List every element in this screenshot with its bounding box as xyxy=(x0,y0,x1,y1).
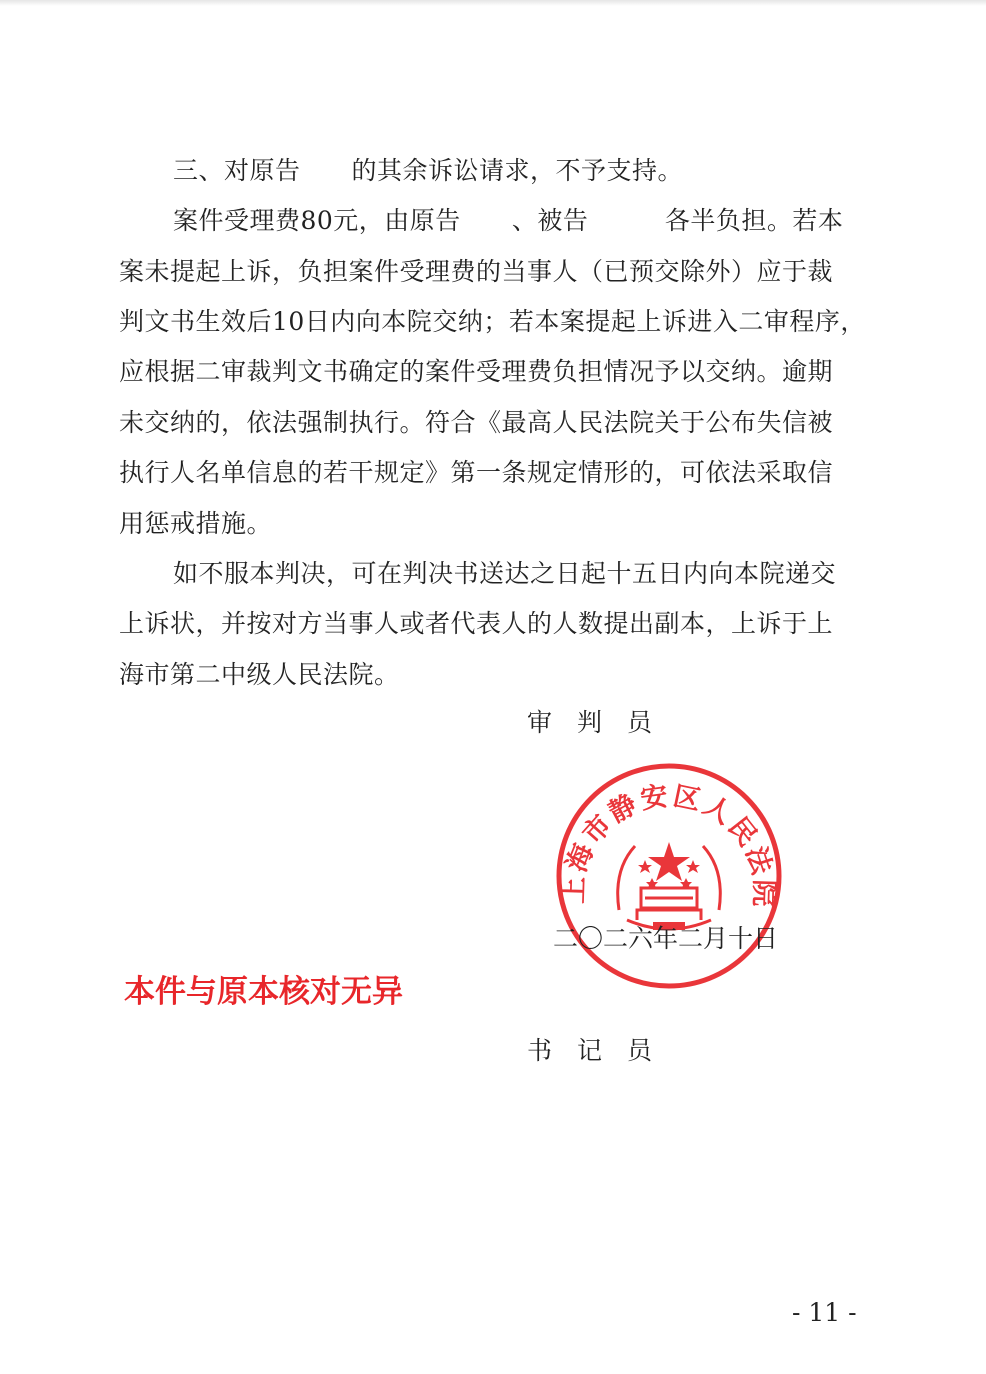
paragraph-line: 用惩戒措施。 xyxy=(119,509,273,538)
page-top-edge xyxy=(0,0,986,6)
court-seal-icon xyxy=(553,760,785,992)
verification-stamp: 本件与原本核对无异 xyxy=(124,974,403,1010)
paragraph-line: 如不服本判决，可在判决书送达之日起十五日内向本院递交 xyxy=(173,559,837,588)
paragraph-line: 执行人名单信息的若干规定》第一条规定情形的，可依法采取信 xyxy=(119,458,834,487)
paragraph-line: 应根据二审裁判文书确定的案件受理费负担情况予以交纳。逾期 xyxy=(119,357,834,386)
judge-label: 审 判 员 xyxy=(527,708,653,737)
paragraph-line: 三、对原告 的其余诉讼请求，不予支持。 xyxy=(173,156,684,185)
paragraph-line: 海市第二中级人民法院。 xyxy=(119,660,400,689)
paragraph-line: 未交纳的，依法强制执行。符合《最高人民法院关于公布失信被 xyxy=(119,408,834,437)
judgment-date: 二〇二六年二月十日 xyxy=(553,924,779,953)
paragraph-line: 上诉状，并按对方当事人或者代表人的人数提出副本，上诉于上 xyxy=(119,609,834,638)
page-number: - 11 - xyxy=(792,1298,857,1327)
paragraph-line: 判文书生效后10日内向本院交纳；若本案提起上诉进入二审程序， xyxy=(119,307,866,336)
paragraph-line: 案未提起上诉，负担案件受理费的当事人（已预交除外）应于裁 xyxy=(119,257,834,286)
clerk-label: 书 记 员 xyxy=(527,1036,653,1065)
paragraph-line: 案件受理费80元，由原告 、被告 各半负担。若本 xyxy=(173,206,844,235)
svg-text:上海市静安区人民法院: 上海市静安区人民法院 xyxy=(558,780,780,911)
